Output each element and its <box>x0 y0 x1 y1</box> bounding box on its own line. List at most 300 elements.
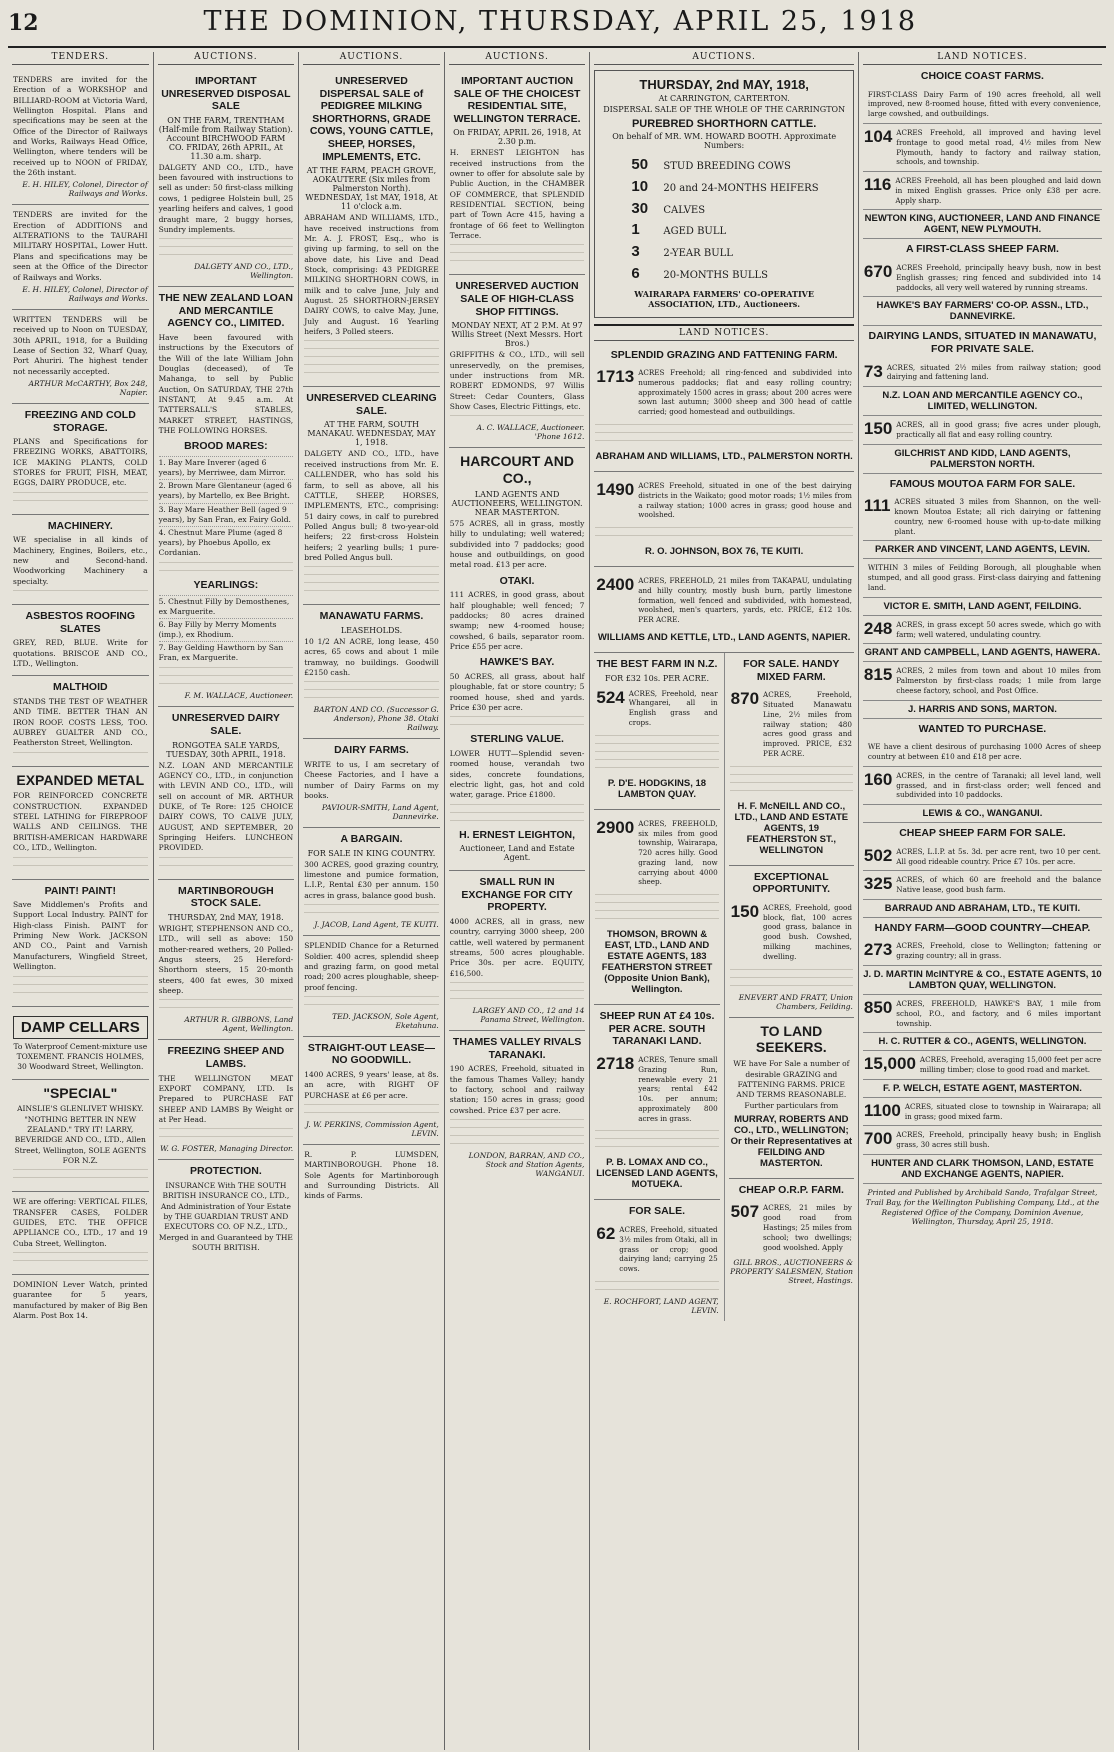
agent-name: PARKER AND VINCENT, LAND AGENTS, LEVIN. <box>863 541 1102 559</box>
ad-body: TENDERS are invited for the Erection of a WORKSHOP and BILLIARD-ROOM at Victoria Ward, Wellington Hospital. Plans and specifications may be seen at the Office of the Director of Railways and Works, Railways Head Office, Wellington, where tenders will be received up to NOON of FRIDAY, the 26th instant. <box>13 75 148 178</box>
classified-ad <box>12 404 149 515</box>
land-ad <box>303 1145 440 1208</box>
listing-text: ACRES, in the centre of Taranaki; all level land, well grassed, and in first-class order; well fenced and subdivided into 10 paddocks. <box>896 770 1101 800</box>
acre-listing <box>730 899 853 966</box>
column-auctions-2 <box>299 52 445 1750</box>
listing-text: ACRES Freehold, principally heavy bush, now in best English grasses; ring fenced and subdivided into 14 paddocks, all very well watered by running streams. <box>896 263 1101 292</box>
acre-count: 15,000 <box>863 1054 916 1074</box>
land-ad <box>449 1031 586 1184</box>
acre-listing <box>863 559 1102 597</box>
ad-body: TENDERS are invited for the Erection of ADDITIONS and ALTERATIONS to the TAURAHI MILITARY HOSPITAL, Lower Hutt. Plans and specifications may be seen at the Office of the Director of Railways and Works. <box>13 210 148 282</box>
ad-title: A BARGAIN. <box>340 833 403 846</box>
ad-title: DAIRY FARMS. <box>334 744 409 757</box>
column-heading: AUCTIONS. <box>449 52 586 65</box>
agent-name: N.Z. LOAN AND MERCANTILE AGENCY CO., LIMITED, WELLINGTON. <box>863 387 1102 416</box>
agent-name: VICTOR E. SMITH, LAND AGENT, FEILDING. <box>863 598 1102 616</box>
ad-title: MACHINERY. <box>47 519 113 532</box>
sale-auctioneer: WAIRARAPA FARMERS' CO-OPERATIVE ASSOCIATION, LTD., Auctioneers. <box>634 288 814 309</box>
auction-ad <box>303 70 440 387</box>
listing-text: ACRES, Freehold, Situated Manawatu Line, 2½ miles from railway station; 480 acres good grass and improved. PRICE, £32 PER ACRE. <box>763 690 852 758</box>
ad-body: THE WELLINGTON MEAT EXPORT COMPANY, LTD. Is Prepared to PURCHASE FAT SHEEP AND LAMBS By Weight or at Per Head. <box>158 1073 294 1124</box>
lot-row <box>631 263 847 285</box>
listing-text: ACRES, Tenure small Grazing Run, renewable every 21 years; rental £42 10s. per annum; approximately 800 acres in grass. <box>638 1055 718 1123</box>
acre-listing <box>863 172 1102 210</box>
acre-listing <box>863 843 1102 872</box>
ad-title: "SPECIAL" <box>43 1084 118 1101</box>
land-ad <box>729 1179 854 1292</box>
tender-ad <box>12 70 149 205</box>
ad-subtitle: LEASEHOLDS. <box>340 625 403 635</box>
ad-subtitle: AT THE FARM, SOUTH MANAKAU. WEDNESDAY, MAY 1, 1918. <box>307 420 436 448</box>
listing-text: ACRES, FREEHOLD, 21 miles from TAKAPAU, undulating and hilly country, mostly bush burn, partly limestone formation, well fenced and subdivided, with homestead, woolshed, men's quarters, yards, etc. PRICE, £12 10s. PER ACRE. <box>638 576 852 625</box>
ad-body: N.Z. LOAN AND MERCANTILE AGENCY CO., LTD., in conjunction with LEVIN AND CO., LTD., will sell on account of MR. ARTHUR DUKE, of Te Rore: 125 CHOICE DAIRY COWS, TO CALVE JULY, AUGUST, AND SEPTEMBER, 20 Springing Heifers. LUNCHEON PROVIDED. <box>158 760 294 853</box>
ad-signature: TED. JACKSON, Sole Agent, Eketahuna. <box>332 1011 439 1030</box>
acre-count: 524 <box>596 687 625 707</box>
listing-text: ACRES, Freehold, principally heavy bush; in English grass, 30 acres still bush. <box>896 1130 1101 1150</box>
agent-name: GILCHRIST AND KIDD, LAND AGENTS, PALMERSTON NORTH. <box>863 445 1102 474</box>
sale-owner: On behalf of MR. WM. HOWARD BOOTH. Approximate Numbers: <box>612 132 837 150</box>
shorthorn-sale-feature <box>594 70 854 318</box>
agent-name: THOMSON, BROWN & EAST, LTD., LAND AND ESTATE AGENTS, 183 FEATHERSTON STREET (Opposite Union Bank), Wellington. <box>601 929 713 996</box>
lot-label: 20-MONTHS BULLS <box>663 269 768 281</box>
tender-ad <box>12 310 149 404</box>
acre-count: 1100 <box>863 1100 901 1120</box>
section-title: A FIRST-CLASS SHEEP FARM. <box>906 243 1059 256</box>
ad-signature: W. G. FOSTER, Managing Director. <box>160 1144 294 1154</box>
acre-count: 1490 <box>596 480 635 499</box>
agent-name: J. HARRIS AND SONS, MARTON. <box>863 701 1102 719</box>
ad-title: IMPORTANT AUCTION SALE OF THE CHOICEST RESIDENTIAL SITE, WELLINGTON TERRACE. <box>453 75 581 125</box>
ad-body: WRITTEN TENDERS will be received up to Noon on TUESDAY, 30th APRIL, 1918, for a Building Lease of Section 32, Wharf Quay, Port Ahuriri. The highest tender not necessarily accepted. <box>13 314 148 376</box>
classified-ad <box>12 880 149 1007</box>
listing-text: FIRST-CLASS Dairy Farm of 190 acres freehold, all well improved, new 8-roomed house, fitted with every convenience, large cowshed, and outbuildings. <box>867 89 1101 119</box>
agent-name: HAWKE'S BAY FARMERS' CO-OP. ASSN., LTD., DANNEVIRKE. <box>863 297 1102 326</box>
ad-signature: ENEVERT AND FRATT, Union Chambers, Feilding. <box>738 992 853 1011</box>
ad-body: DOMINION Lever Watch, printed guarantee for 5 years, manufactured by maker of Big Ben Alarm. Post Box 14. <box>13 1280 148 1321</box>
list-item: 4. Chestnut Mare Plume (aged 8 years), by Phoebus Apollo, ex Cordanian. <box>159 526 294 559</box>
acre-count: 700 <box>863 1129 893 1149</box>
land-ad <box>594 344 854 473</box>
ad-title: IMPORTANT UNRESERVED DISPOSAL SALE <box>161 75 291 113</box>
acre-listing <box>595 1221 718 1278</box>
listing-text: ACRES, Freehold, good block, flat, 100 acres good grass, balance in good bush. Cowshed, milking machines, dwelling. <box>763 902 852 961</box>
ad-title: THE BEST FARM IN N.Z. <box>596 658 718 671</box>
agent-name: H. F. McNEILL AND CO., LTD., LAND AND ESTATE AGENTS, 19 FEATHERSTON ST., WELLINGTON <box>734 800 849 856</box>
auction-ad <box>158 287 295 707</box>
acre-listing <box>863 1051 1102 1080</box>
acre-count: 62 <box>596 1224 616 1244</box>
ad-body: SPLENDID Chance for a Returned Soldier. 400 acres, splendid sheep and grazing farm, on good metal road; 200 acres ploughable, sheep-proof fencing. <box>304 941 439 992</box>
ad-body: WRIGHT, STEPHENSON AND CO., LTD., will sell as above: 150 mother-reared wethers, 20 Polled-Angus steers, 25 Hereford-Shorthorn steers, 15 20-month steers, 400 fat ewes, 30 mixed sheep. <box>158 923 294 995</box>
right-listings <box>729 653 854 1321</box>
lot-label: AGED BULL <box>663 226 727 238</box>
ad-title: CHEAP O.R.P. FARM. <box>738 1183 844 1196</box>
classified-ad <box>12 767 149 880</box>
ad-subtitle: On FRIDAY, APRIL 26, 1918, At 2.30 p.m. <box>453 128 582 147</box>
ad-title: FOR SALE. HANDY MIXED FARM. <box>743 658 840 683</box>
acre-count: 1713 <box>596 367 635 387</box>
lot-count: 10 <box>631 177 649 195</box>
newspaper-title: THE DOMINION, THURSDAY, APRIL 25, 1918 <box>203 6 918 37</box>
ad-signature: E. H. HILEY, Colonel, Director of Railways and Works. <box>22 180 148 199</box>
acre-listing <box>730 686 853 762</box>
listing-text: ACRES, FREEHOLD, six miles from good township, Wairarapa, 720 acres hilly. Good grazing land, now carrying about 4000 sheep. <box>638 818 718 887</box>
agent-name: R. O. JOHNSON, BOX 76, TE KUITI. <box>644 546 804 558</box>
listing-text: ACRES Freehold, situated in one of the best dairying districts in the Waikato; good motor roads; 1½ miles from a railway station; 1000 acres in grass; good house and woolshed. <box>638 481 852 520</box>
section-heading: LAND NOTICES. <box>594 324 854 341</box>
acre-listing <box>863 616 1102 645</box>
classified-ad <box>12 1080 149 1193</box>
ad-title: EXCEPTIONAL OPPORTUNITY. <box>752 870 831 896</box>
lot-label: STUD BREEDING COWS <box>663 161 791 172</box>
ad-body: 1400 ACRES, 9 years' lease, at 8s. an acre, with RIGHT OF PURCHASE at £6 per acre. <box>304 1070 439 1100</box>
acre-listing <box>863 86 1102 124</box>
ad-signature: LONDON, BARRAN, AND CO., Stock and Station Agents, WANGANUI. <box>468 1150 585 1178</box>
ad-body: AINSLIE'S GLENLIVET WHISKY. "NOTHING BETTER IN NEW ZEALAND." TRY IT! LARRY, BEVERIDGE AND CO., LTD., Allen Street, Wellington, SOLE AGENTS FOR N.Z. <box>14 1104 147 1166</box>
columns <box>8 52 1106 1750</box>
listing-text: ACRES, of which 60 are freehold and the balance Native lease, good bush farm. <box>896 875 1101 895</box>
acre-listing <box>863 259 1102 297</box>
lot-count: 1 <box>631 221 640 239</box>
listing-text: ACRES, Freehold, near Whangarei, all in English grass and crops. <box>628 688 718 727</box>
section-title: CHEAP SHEEP FARM FOR SALE. <box>899 827 1066 840</box>
land-ad <box>303 936 440 1037</box>
section-title: WANTED TO PURCHASE. <box>918 722 1047 735</box>
agent-name: ABRAHAM AND WILLIAMS, LTD., PALMERSTON NORTH. <box>595 451 853 462</box>
land-ad <box>729 1018 854 1179</box>
acre-count: 248 <box>863 618 893 638</box>
column-auctions-3 <box>445 52 591 1750</box>
column-heading: TENDERS. <box>12 52 149 65</box>
ad-title: EXPANDED METAL <box>16 771 145 788</box>
column-heading: AUCTIONS. <box>594 52 854 65</box>
acre-count: 150 <box>730 901 760 921</box>
column-auctions-4 <box>590 52 859 1750</box>
acre-count: 502 <box>863 845 893 865</box>
ad-title: MANAWATU FARMS. <box>319 610 424 623</box>
acre-count: 150 <box>863 419 893 439</box>
ad-title: UNRESERVED DISPERSAL SALE of PEDIGREE MILKING SHORTHORNS, GRADE COWS, YOUNG CATTLE, SHEEP, HORSES, IMPLEMENTS, ETC. <box>309 75 434 163</box>
page-number: 12 <box>8 10 39 36</box>
ad-title: STRAIGHT-OUT LEASE—NO GOODWILL. <box>307 1041 436 1067</box>
ad-body: WRITE to us, I am secretary of Cheese Factories, and I have a number of Dairy Farms on my books. <box>304 759 439 800</box>
acre-count: 670 <box>863 262 893 281</box>
acre-count: 507 <box>730 1202 760 1222</box>
ad-signature: F. M. WALLACE, Auctioneer. <box>184 691 294 701</box>
lot-row <box>631 241 847 263</box>
ad-body: GRIFFITHS & CO., LTD., will sell unreservedly, on the premises, under instructions from MR. ROBERT EDMONDS, 97 Willis Street: Cedar Counters, Glass Show Cases, Electric Fittings, etc. <box>449 350 585 411</box>
sale-location: At CARRINGTON, CARTERTON. <box>658 94 790 103</box>
classified-ad <box>12 1192 149 1275</box>
ad-body: 10 1/2 AN ACRE, long lease, 450 acres, 65 cows and about 1 mile tramway, no buildings. Goodwill £2150 cash. <box>304 636 439 677</box>
ad-title: SHEEP RUN AT £4 10s. PER ACRE. SOUTH TARANAKI LAND. <box>599 1010 715 1048</box>
ad-title: SMALL RUN IN EXCHANGE FOR CITY PROPERTY. <box>461 876 573 914</box>
acre-count: 160 <box>863 769 893 789</box>
land-ad <box>594 1005 719 1200</box>
listing-text: ACRES, all in good grass; five acres under plough, practically all flat and easy rolling country. <box>896 420 1101 439</box>
ad-title: PROTECTION. <box>190 1165 262 1178</box>
ad-body: H. ERNEST LEIGHTON has received instructions from the owner to offer for absolute sale by Public Auction, in the CHAMBER OF COMMERCE, that SPLENDID RESIDENTIAL SECTION, being part of Town Acre 415, having a frontage of 66 feet to Wellington Terrace. <box>449 148 585 241</box>
acre-count: 325 <box>863 874 893 894</box>
ad-signature: J. JACOB, Land Agent, TE KUITI. <box>314 920 439 930</box>
ad-title: UNRESERVED CLEARING SALE. <box>306 392 437 417</box>
auction-ad <box>158 880 295 1041</box>
acre-listing <box>863 359 1102 388</box>
classified-ad <box>12 1007 149 1080</box>
listing-text: ACRES, situated close to township in Wairarapa; all in grass; good mixed farm. <box>904 1101 1101 1121</box>
acre-listing <box>863 1098 1102 1127</box>
auction-ad <box>449 275 586 448</box>
lot-row <box>631 154 847 176</box>
land-ad <box>303 828 440 936</box>
ad-subtitle: FOR SALE IN KING COUNTRY. <box>307 848 436 858</box>
listing-text: ACRES, situated 2½ miles from railway station; good dairying and fattening land. <box>886 362 1101 382</box>
agent-name: MURRAY, ROBERTS AND CO., LTD., WELLINGTON; Or their Representatives at FEILDING AND MASTERTON. <box>730 1113 853 1169</box>
ad-body: LOWER HUTT—Splendid seven-roomed house, verandah two sides, concrete foundations, electric light, gas, hot and cold water, garage. Price £1800. <box>449 748 585 800</box>
listing-text: WE have a client desirous of purchasing 1000 Acres of sheep country at between £10 and £18 per acre. <box>867 742 1101 761</box>
ad-title: THAMES VALLEY RIVALS TARANAKI. <box>452 1036 582 1061</box>
ad-body: GREY, RED, BLUE. Write for quotations. BRISCOE AND CO., LTD., Wellington. <box>13 638 148 668</box>
listing-text: ACRES situated 3 miles from Shannon, on the well-known Moutoa Estate; all rich dairying or fattening country, new 6-roomed house with up-to-date milking plant. <box>894 497 1101 536</box>
land-ad <box>303 605 440 739</box>
ad-signature: J. W. PERKINS, Commission Agent, LEVIN. <box>305 1120 439 1139</box>
ad-signature: BARTON AND CO. (Successor G. Anderson), Phone 38. Otaki Railway. <box>313 705 439 733</box>
ad-subheading: STERLING VALUE. <box>470 733 564 746</box>
acre-count: 2718 <box>596 1054 635 1073</box>
acre-listing <box>863 416 1102 445</box>
ad-subheading: OTAKI. <box>499 574 535 587</box>
acre-listing <box>863 662 1102 700</box>
listing-text: ACRES Freehold, all improved and having level frontage to good metal road, 4½ miles from New Plymouth, handy to factory and railway station, schools, and township. <box>896 127 1101 167</box>
acre-count: 870 <box>730 689 760 709</box>
ad-title: UNRESERVED DAIRY SALE. <box>171 712 280 738</box>
listing-text: ACRES, FREEHOLD, HAWKE'S BAY, 1 mile from school, P.O., and factory, and 6 miles important township. <box>896 999 1101 1028</box>
ad-signature: LARGEY AND CO., 12 and 14 Panama Street, Wellington. <box>472 1006 585 1024</box>
agent-name: H. C. RUTTER & CO., AGENTS, WELLINGTON. <box>863 1033 1102 1051</box>
ad-title: SPLENDID GRAZING AND FATTENING FARM. <box>610 348 838 361</box>
acre-count: 273 <box>863 940 893 960</box>
acre-listing <box>863 871 1102 900</box>
lot-label: 20 and 24-MONTHS HEIFERS <box>663 182 819 194</box>
acre-count: 116 <box>863 175 892 195</box>
lot-row <box>631 198 847 220</box>
ad-title: THE NEW ZEALAND LOAN AND MERCANTILE AGENCY CO., LIMITED. <box>158 292 293 330</box>
land-ad <box>729 866 854 1018</box>
ad-body: Save Middlemen's Profits and Support Local Industry. PAINT for High-class Finish. PAINT for Priming New Work. JACKSON AND CO., Paint and Varnish Manufacturers, Wingfield Street, Wellington. <box>13 900 148 972</box>
acre-listing <box>595 1051 718 1127</box>
acre-count: 2400 <box>596 575 635 595</box>
ad-title: HARCOURT AND CO., <box>460 453 574 487</box>
ad-title: ASBESTOS ROOFING SLATES <box>25 610 136 635</box>
listing-text: WITHIN 3 miles of Feilding Borough, all ploughable when stumped, and all good grass. First-class dairying and fattening land. <box>867 563 1101 592</box>
imprint-footer: Printed and Published by Archibald Sando, Trafalgar Street, Trail Bay, for the Wellington Publishing Company, Ltd., at the Registered Office of the Company, Dominion Avenue, Wellington, Thursday, April 25, 1918. <box>865 1188 1100 1227</box>
acre-listing <box>595 572 853 629</box>
ad-body: 300 ACRES, good grazing country, limestone and pumice formation, L.I.P., Rental £30 per annum. 150 acres in grass, balance good bush. <box>304 859 439 900</box>
agent-name: NEWTON KING, AUCTIONEER, LAND AND FINANCE AGENT, NEW PLYMOUTH. <box>863 210 1102 239</box>
column-auctions-1 <box>154 52 300 1750</box>
section-title: HANDY FARM—GOOD COUNTRY—CHEAP. <box>874 921 1091 934</box>
land-ad <box>594 472 854 567</box>
acre-listing <box>863 493 1102 541</box>
column-heading: AUCTIONS. <box>158 52 295 65</box>
ad-subheading: YEARLINGS: <box>193 579 259 592</box>
agent-name: F. P. WELCH, ESTATE AGENT, MASTERTON. <box>863 1080 1102 1098</box>
ad-title: TO LAND SEEKERS. <box>755 1022 827 1056</box>
agent-name: WILLIAMS AND KETTLE, LTD., LAND AGENTS, NAPIER. <box>597 632 851 644</box>
column-tenders <box>8 52 154 1750</box>
ad-subtitle: Auctioneer, Land and Estate Agent. <box>459 844 575 863</box>
insurance-ad <box>158 1160 295 1259</box>
auction-ad <box>303 387 440 605</box>
agent-name: LEWIS & CO., WANGANUI. <box>863 805 1102 823</box>
land-ad <box>729 653 854 866</box>
acre-listing <box>595 364 853 421</box>
ad-signature: A. C. WALLACE, Auctioneer. 'Phone 1612. <box>476 423 585 442</box>
list-item: 7. Bay Gelding Hawthorn by San Fran, ex Marguerite. <box>159 641 294 664</box>
acre-listing <box>863 738 1102 767</box>
sale-date: THURSDAY, 2nd MAY, 1918, <box>639 77 809 92</box>
ad-body: To Waterproof Cement-mixture use TOXEMENT. FRANCIS HOLMES, 30 Woodward Street, Wellington. <box>13 1041 148 1072</box>
ad-subtitle: RONGOTEA SALE YARDS, TUESDAY, 30th APRIL, 1918. <box>166 740 286 759</box>
ad-title: FREEZING SHEEP AND LAMBS. <box>167 1045 285 1070</box>
acre-listing <box>730 1199 853 1256</box>
acre-listing <box>863 767 1102 805</box>
acre-count: 850 <box>863 998 893 1017</box>
ad-body: WE specialise in all kinds of Machinery, Engines, Boilers, etc., new and Second-hand. Woodworking Machinery a specialty. <box>13 535 148 586</box>
ad-body: STANDS THE TEST OF WEATHER AND TIME. BETTER THAN AN IRON ROOF. COSTS LESS, TOO. AUBREY GUALTER AND CO., Featherston Street, Wellington. <box>13 696 148 748</box>
listing-text: ACRES, Freehold, averaging 15,000 feet per acre milling timber; close to good road and market. <box>919 1055 1101 1075</box>
ad-body: 575 ACRES, all in grass, mostly hilly to undulating; well watered; subdivided into 7 paddocks; good house and outbuildings, on good metal road. £13 per acre. <box>449 518 585 570</box>
lot-row <box>631 176 847 198</box>
lot-count: 6 <box>631 264 640 282</box>
ad-signature: PAVIOUR-SMITH, Land Agent, Dannevirke. <box>321 803 439 822</box>
ad-title: PAINT! PAINT! <box>44 884 116 897</box>
acre-listing <box>863 995 1102 1033</box>
listing-text: ACRES, Freehold, situated 3½ miles from Otaki, all in grass or crop; good dairying land; carrying 25 cows. <box>619 1225 718 1274</box>
ad-body: 111 ACRES, in good grass, about half ploughable; well fenced; 7 paddocks; 80 acres drained swamp; new 4-roomed house; cowshed, 6 bails, separator room. Price £55 per acre. <box>449 590 585 651</box>
auction-ad <box>158 1040 295 1160</box>
ad-body: 50 ACRES, all grass, about half ploughable, fat or store country; 5 roomed house, shed and yards. Price £30 per acre. <box>449 671 585 712</box>
ad-body: R. P. LUMSDEN, MARTINBOROUGH. Phone 18. Sole Agents for Martinborough and Surrounding Districts. All kinds of Farms. <box>304 1150 439 1201</box>
land-ad <box>303 1037 440 1145</box>
acre-count: 104 <box>863 126 893 146</box>
ad-body: WE are offering: VERTICAL FILES, TRANSFER CASES, FOLDER GUIDES, ETC. THE OFFICE APPLIANCE CO., LTD., 17 and 19 Cuba Street, Wellington. <box>13 1197 148 1248</box>
ad-subheading: HAWKE'S BAY. <box>479 656 555 669</box>
ad-subtitle: LAND AGENTS AND AUCTIONEERS, WELLINGTON. NEAR MASTERTON. <box>451 489 583 517</box>
agent-name: GRANT AND CAMPBELL, LAND AGENTS, HAWERA. <box>863 644 1102 662</box>
listing-text: ACRES Freehold, all has been ploughed and laid down in mixed English grasses. Price only £38 per acre. Apply sharp. <box>895 176 1101 205</box>
ad-subtitle: FOR £32 10s. PER ACRE. <box>605 673 709 683</box>
auction-ad <box>449 70 586 275</box>
acre-listing <box>595 685 718 732</box>
classified-ad <box>12 605 149 676</box>
masthead <box>8 6 1106 48</box>
ad-subtitle: ON THE FARM, TRENTHAM (Half-mile from Railway Station). Account BIRCHWOOD FARM CO. FRIDAY, 26th APRIL, At 11.30 a.m. sharp. <box>158 115 293 161</box>
lot-list <box>631 154 847 285</box>
ad-body: WE have For Sale a number of desirable GRAZING and FATTENING FARMS. PRICE AND TERMS REASONABLE. Further particulars from <box>733 1059 850 1110</box>
acre-count: 111 <box>863 496 891 516</box>
sale-description: DISPERSAL SALE OF THE WHOLE OF THE CARRINGTON <box>603 105 846 114</box>
list-item: 3. Bay Mare Heather Bell (aged 9 years), by San Fran, ex Fairy Gold. <box>159 503 294 526</box>
ad-signature: ARTHUR R. GIBBONS, Land Agent, Wellington. <box>184 1015 294 1034</box>
ad-body: ABRAHAM AND WILLIAMS, LTD., have received instructions from Mr. A. J. FROST, Esq., who is giving up farming, to sell on the above date, his Live and Dead Stock, comprising: 43 PEDIGREE MILKING SHORTHORN COWS, in milk and to calve June, July and August. 25 SHORTHORN-JERSEY DAIRY COWS, to calve May, June, July and August. 16 Yearling heifers, 3 Polled steers. <box>304 213 439 336</box>
section-title: DAIRYING LANDS, SITUATED IN MANAWATU, FOR PRIVATE SALE. <box>868 330 1097 355</box>
land-ad <box>594 653 719 810</box>
ad-title: FOR SALE. <box>629 1205 686 1218</box>
land-ad <box>449 871 586 1031</box>
section-title: CHOICE COAST FARMS. <box>920 70 1044 82</box>
acre-listing <box>595 477 853 524</box>
ad-title: MALTHOID <box>52 681 108 694</box>
list-item: 1. Bay Mare Inverer (aged 6 years), by Merriwee, dam Mirror. <box>159 456 294 479</box>
list-item: 2. Brown Mare Glentaneur (aged 6 years), by Martello, ex Bee Bright. <box>159 479 294 502</box>
ad-body: INSURANCE With THE SOUTH BRITISH INSURANCE CO., LTD., And Administration of Your Estate by THE GUARDIAN TRUST AND EXECUTORS CO. OF N.Z., LTD., Merged in and Guaranteed by THE SOUTH BRITISH. <box>158 1180 293 1252</box>
lot-count: 3 <box>631 243 640 260</box>
acre-count: 2900 <box>596 817 635 837</box>
classified-ad <box>12 676 149 766</box>
ad-body: FOR REINFORCED CONCRETE CONSTRUCTION. EXPANDED STEEL LATHING for FIREPROOF WALLS AND CEILINGS. THE BRITISH-AMERICAN HARDWARE CO., LTD., Wellington. <box>13 791 148 853</box>
acre-count: 73 <box>863 361 883 381</box>
lot-count: 30 <box>631 199 649 217</box>
ad-signature: ARTHUR McCARTHY, Box 248, Napier. <box>28 378 148 397</box>
column-heading: LAND NOTICES. <box>863 52 1102 65</box>
acre-listing <box>595 815 718 891</box>
column-heading: AUCTIONS. <box>303 52 440 65</box>
land-ad <box>594 1200 719 1321</box>
lot-count: 50 <box>631 156 649 173</box>
two-column-listings <box>594 653 854 1321</box>
ad-signature: E. ROCHFORT, LAND AGENT, LEVIN. <box>603 1296 719 1315</box>
ad-body: DALGETY AND CO., LTD., have been favoured with instructions to sell as under: 50 first-class milking cows, 1 pedigree Holstein bull, 25 yearling heifers and calves, 1 good draught mare, 2 buggy horses, Sundry implements. <box>158 162 294 234</box>
lot-label: CALVES <box>663 204 706 216</box>
ad-signature-heading: H. ERNEST LEIGHTON, <box>459 828 576 841</box>
ad-subtitle: AT THE FARM, PEACH GROVE, AOKAUTERE (Six miles from Palmerston North). WEDNESDAY, 1st MAY, 1918, At 11 o'clock a.m. <box>305 166 438 212</box>
ad-body: PLANS and Specifications for FREEZING WORKS, ABATTOIRS, ICE MAKING PLANTS, COLD STORES for FRUIT, FISH, MEAT, EGGS, DAIRY PRODUCE, etc. <box>13 437 148 488</box>
listing-text: ACRES Freehold; all ring-fenced and subdivided into numerous paddocks; flat and easy rolling country; approximately 1500 acres in grass; about 200 acres were sown last autumn; 3000 sheep and 300 head of cattle carried; good homestead and outbuildings. <box>638 368 852 417</box>
agent-name: P. D'E. HODGKINS, 18 LAMBTON QUAY. <box>607 777 707 800</box>
list-item: 6. Bay Filly by Merry Moments (imp.), ex Rhodium. <box>159 618 294 641</box>
ad-title: DAMP CELLARS <box>13 1016 148 1039</box>
acre-listing <box>863 937 1102 966</box>
ad-body: Have been favoured with instructions by the Executors of the Will of the late William John Douglas (deceased), of Te Mahanga, to sell by Public Auction, On SATURDAY, THE 27th INSTANT, At 9.45 a.m. At TATTERSALL'S STABLES, MARKET STREET, HASTINGS, THE FOLLOWING HORSES. <box>158 332 294 436</box>
acre-count: 815 <box>863 665 893 685</box>
listing-text: ACRES, Freehold, close to Wellington; fattening or grazing country; all in grass. <box>896 941 1101 961</box>
agent-name: HUNTER AND CLARK THOMSON, LAND, ESTATE AND EXCHANGE AGENTS, NAPIER. <box>863 1155 1102 1184</box>
column-land-notices <box>859 52 1106 1750</box>
agent-name: P. B. LOMAX AND CO., LICENSED LAND AGENTS, MOTUEKA. <box>596 1157 718 1191</box>
ad-subheading: BROOD MARES: <box>184 440 268 453</box>
ad-signature: DALGETY AND CO., LTD., Wellington. <box>194 262 294 281</box>
ad-title: FREEZING AND COLD STORAGE. <box>24 408 136 434</box>
ad-subtitle: THURSDAY, 2nd MAY, 1918. <box>168 912 284 922</box>
land-agent-ad <box>449 448 586 871</box>
horse-list <box>159 595 294 665</box>
ad-signature: E. H. HILEY, Colonel, Director of Railways and Works. <box>22 284 148 303</box>
agent-name: J. D. MARTIN McINTYRE & CO., ESTATE AGENTS, 10 LAMBTON QUAY, WELLINGTON. <box>863 966 1102 995</box>
acre-listing <box>863 1126 1102 1155</box>
listing-text: ACRES, L.I.P. at 5s. 3d. per acre rent, two 10 per cent. All good rideable country. Price £7 10s. per acre. <box>896 846 1101 866</box>
left-listings <box>594 653 724 1321</box>
section-title: FAMOUS MOUTOA FARM FOR SALE. <box>889 477 1076 490</box>
listing-text: ACRES, 21 miles by good road from Hastings; 25 miles from school; two dwellings; good woolshed. Apply <box>763 1203 852 1252</box>
horse-list <box>159 456 294 559</box>
ad-body: 190 ACRES, Freehold, situated in the famous Thames Valley; handy to factory, school and railway station; 150 acres in grass; good cowshed. Price £37 per acre. <box>449 1064 585 1115</box>
tender-ad <box>12 205 149 309</box>
acre-listing <box>863 124 1102 172</box>
classified-ad <box>12 1275 149 1327</box>
agent-name: BARRAUD AND ABRAHAM, LTD., TE KUITI. <box>863 900 1102 918</box>
ad-body: 4000 ACRES, all in grass, new country, carrying 3000 sheep, 200 cattle, well watered by permanent streams, 500 acres ploughable. Price 30s. per acre. EQUITY, £16,500. <box>449 916 585 978</box>
